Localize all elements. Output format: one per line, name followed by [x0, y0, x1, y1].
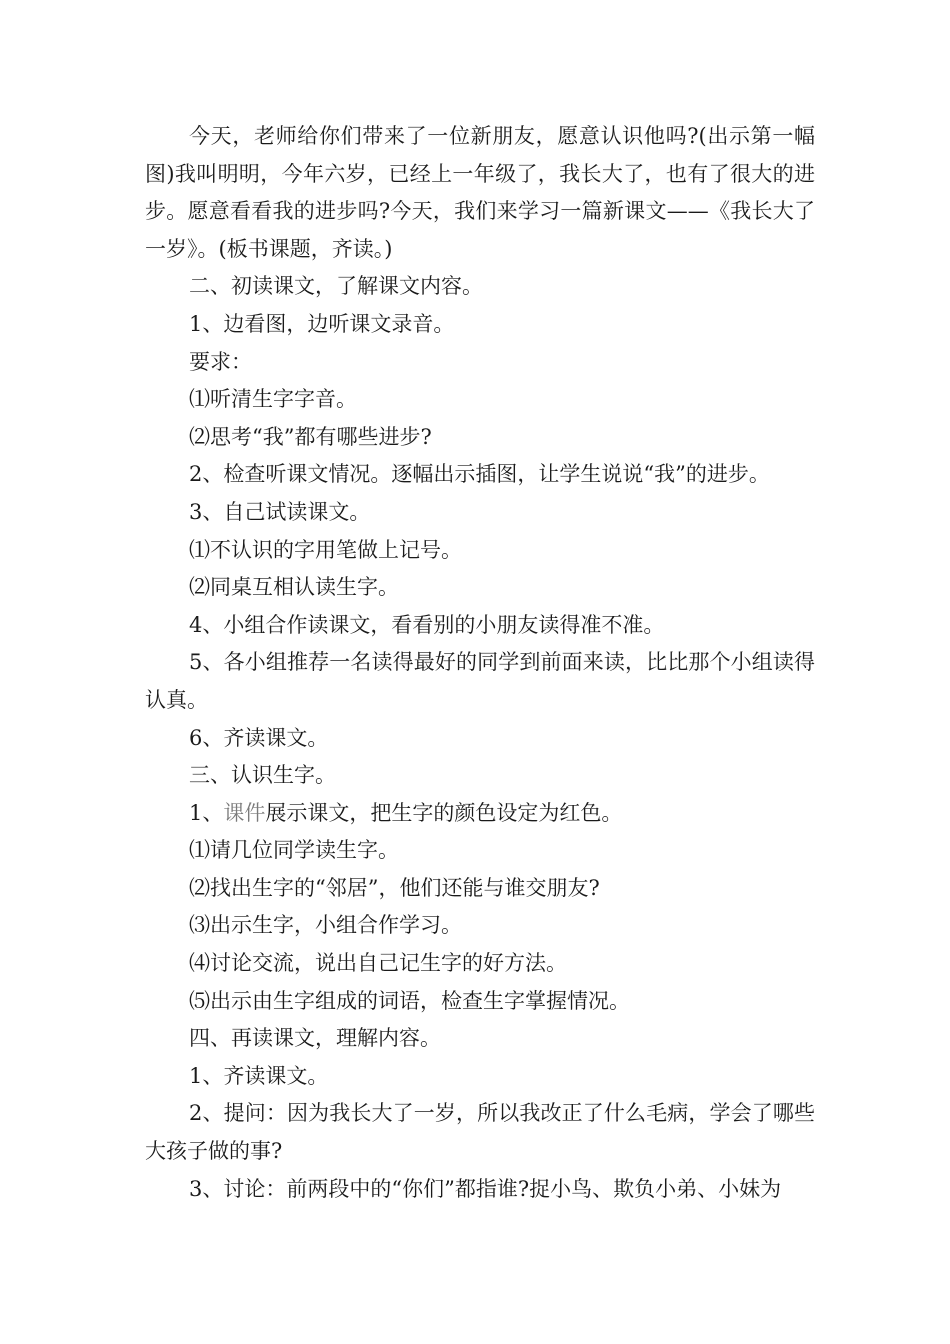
list-item: 1、边看图，边听课文录音。	[189, 311, 455, 336]
list-item: 6、齐读课文。	[189, 725, 329, 750]
list-item: ⑷讨论交流，说出自己记生字的好方法。	[189, 951, 567, 976]
list-item: 4、小组合作读课文，看看别的小朋友读得准不准。	[189, 612, 665, 637]
list-item: ⑵思考“我”都有哪些进步?	[189, 424, 432, 449]
list-item: 2、提问：因为我长大了一岁，所以我改正了什么毛病，学会了哪些大孩子做的事?	[145, 1101, 815, 1164]
list-item: 1、齐读课文。	[189, 1063, 329, 1088]
document-body	[145, 118, 815, 1208]
item-prefix: 1、	[189, 800, 224, 825]
list-item: ⑴听清生字字音。	[189, 387, 357, 412]
list-item: 3、自己试读课文。	[189, 499, 371, 524]
courseware-link-text: 课件	[223, 800, 266, 825]
list-item: ⑴不认识的字用笔做上记号。	[189, 537, 462, 562]
list-item: ⑶出示生字，小组合作学习。	[189, 913, 462, 938]
list-item: 5、各小组推荐一名读得最好的同学到前面来读，比比那个小组读得认真。	[145, 650, 815, 712]
section-heading-characters: 三、认识生字。	[189, 763, 336, 788]
list-item: ⑴请几位同学读生字。	[189, 838, 399, 863]
section-heading-reread: 四、再读课文，理解内容。	[189, 1026, 441, 1051]
intro-paragraph: 今天，老师给你们带来了一位新朋友，愿意认识他吗?(出示第一幅图)我叫明明，今年六岁，已经上一年级了，我长大了，也有了很大的进步。愿意看看我的进步吗?今天，我们来学习一篇新课文——《我长大了一岁》。(板书课题，齐读。)	[145, 124, 815, 261]
item-suffix: 展示课文，把生字的颜色设定为红色。	[265, 800, 623, 825]
list-item: 2、检查听课文情况。逐幅出示插图，让学生说说“我”的进步。	[189, 462, 770, 487]
list-item: ⑵同桌互相认读生字。	[189, 575, 399, 600]
list-item: ⑵找出生字的“邻居”，他们还能与谁交朋友?	[189, 875, 600, 900]
list-item: 3、讨论：前两段中的“你们”都指谁?捉小鸟、欺负小弟、小妹为	[189, 1176, 782, 1201]
section-heading-initial-reading: 二、初读课文，了解课文内容。	[189, 274, 483, 299]
list-item: ⑸出示由生字组成的词语，检查生字掌握情况。	[189, 988, 630, 1013]
list-item-courseware	[145, 795, 815, 833]
requirements-label: 要求：	[189, 349, 252, 374]
